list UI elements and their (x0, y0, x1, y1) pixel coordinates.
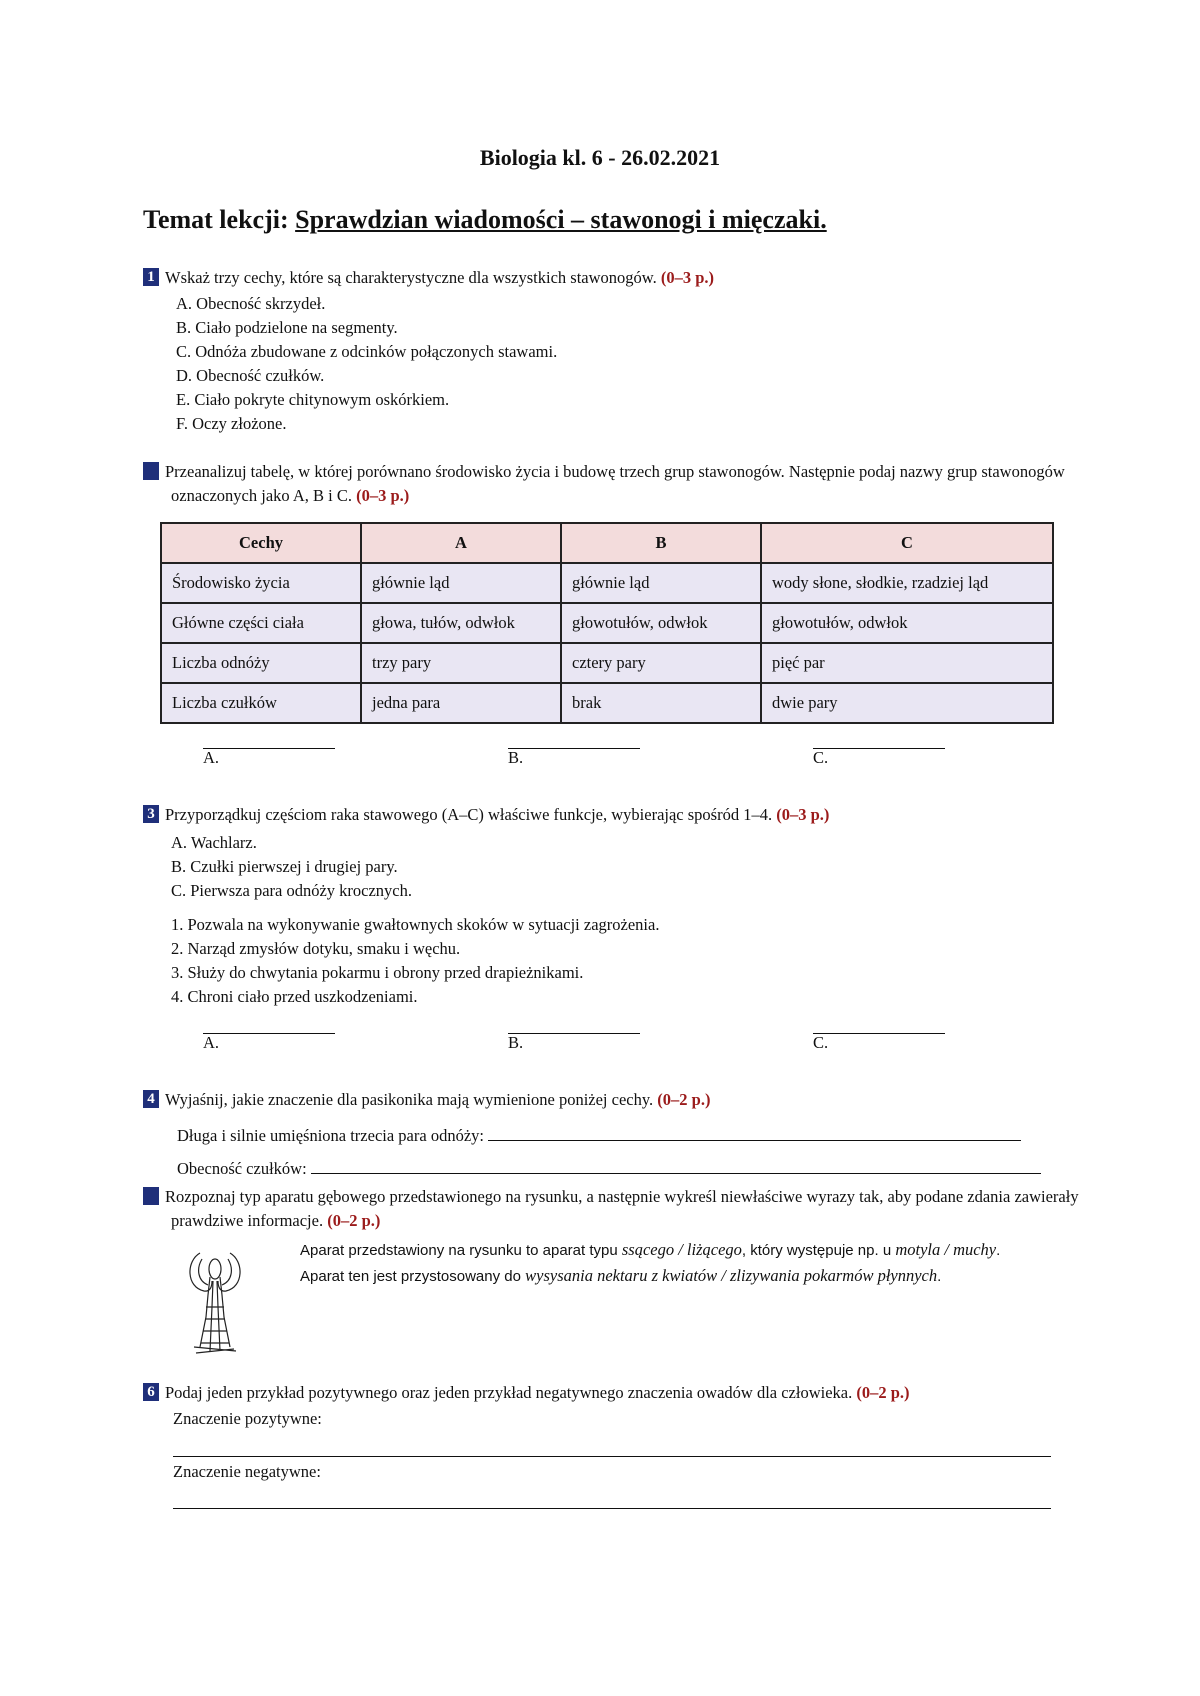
function-4: 4. Chroni ciało przed uszkodzeniami. (171, 987, 418, 1006)
table-cell: brak (561, 683, 761, 723)
table-cell: Liczba czułków (161, 683, 361, 723)
question-number: 5 (143, 1187, 159, 1205)
question-3 (143, 803, 1103, 1009)
question-4 (143, 1088, 1103, 1112)
table-cell: głównie ląd (561, 563, 761, 603)
question-number: 4 (143, 1090, 159, 1108)
table-cell: Środowisko życia (161, 563, 361, 603)
q4-item-label: Długa i silnie umięśniona trzecia para odnóży: (177, 1126, 484, 1145)
question-points: (0–3 p.) (660, 268, 715, 287)
q5-choice-2[interactable]: motyla / muchy (895, 1240, 997, 1259)
question-points: (0–3 p.) (356, 486, 410, 505)
answer-field-a[interactable] (203, 1033, 335, 1034)
q6-negative-answer-line[interactable] (173, 1508, 1051, 1509)
question-number: 1 (143, 268, 159, 286)
answer-label-a: A. (203, 748, 220, 767)
table-cell: głowa, tułów, odwłok (361, 603, 561, 643)
q4-answer-field-1[interactable] (488, 1140, 1021, 1141)
table-cell: trzy pary (361, 643, 561, 683)
q4-item-label: Obecność czułków: (177, 1159, 307, 1178)
table-cell: głowotułów, odwłok (561, 603, 761, 643)
answer-field-b[interactable] (508, 748, 640, 749)
table-cell: głównie ląd (361, 563, 561, 603)
question-text: Podaj jeden przykład pozytywnego oraz jeden przykład negatywnego znaczenia owadów dla człowieka. (165, 1383, 853, 1402)
question-points: (0–2 p.) (327, 1211, 381, 1230)
table-cell: wody słone, słodkie, rzadziej ląd (761, 563, 1053, 603)
part-c: C. Pierwsza para odnóży krocznych. (171, 881, 412, 900)
answer-label-b: B. (508, 1033, 524, 1052)
q5-sentence-part: Aparat przedstawiony na rysunku to aparat typu (300, 1242, 622, 1259)
q4-answer-field-2[interactable] (311, 1173, 1041, 1174)
table-row (161, 683, 1053, 723)
q5-sentence-part: . (937, 1268, 942, 1285)
table-header: B (561, 523, 761, 563)
table-header: C (761, 523, 1053, 563)
function-3: 3. Służy do chwytania pokarmu i obrony przed drapieżnikami. (171, 963, 584, 982)
mouthparts-drawing-icon (180, 1247, 250, 1357)
q5-choice-1[interactable]: ssącego / liżącego (621, 1240, 742, 1259)
question-text: Rozpoznaj typ aparatu gębowego przedstawionego na rysunku, a następnie wykreśl niewłaściwe wyrazy tak, aby podane zdania zawierały prawdziwe informacje. (165, 1187, 1079, 1230)
part-b: B. Czułki pierwszej i drugiej pary. (171, 857, 398, 876)
topic-text: Sprawdzian wiadomości – stawonogi i mięczaki. (295, 205, 827, 234)
option-d[interactable]: D. Obecność czułków. (176, 366, 325, 385)
q6-positive-answer-line[interactable] (173, 1456, 1051, 1457)
q6-positive-label: Znaczenie pozytywne: (173, 1409, 322, 1428)
question-number: 6 (143, 1383, 159, 1401)
table-header-row (161, 523, 1053, 563)
function-1: 1. Pozwala na wykonywanie gwałtownych skoków w sytuacji zagrożenia. (171, 915, 660, 934)
q4-item-1 (177, 1124, 1057, 1148)
question-points: (0–3 p.) (776, 805, 830, 824)
table-row (161, 603, 1053, 643)
answer-label-c: C. (813, 748, 829, 767)
table-cell: pięć par (761, 643, 1053, 683)
table-cell: głowotułów, odwłok (761, 603, 1053, 643)
question-5 (133, 1185, 1103, 1233)
lesson-topic (143, 205, 827, 235)
function-2: 2. Narząd zmysłów dotyku, smaku i węchu. (171, 939, 461, 958)
page-title: Biologia kl. 6 - 26.02.2021 (479, 145, 721, 170)
q5-sentence-part: . Aparat ten jest przystosowany do (300, 1242, 1001, 1285)
question-1 (143, 266, 1103, 436)
option-b[interactable]: B. Ciało podzielone na segmenty. (176, 318, 398, 337)
question-points: (0–2 p.) (657, 1090, 711, 1109)
answer-label-a: A. (203, 1033, 220, 1052)
question-2 (133, 460, 1103, 508)
option-c[interactable]: C. Odnóża zbudowane z odcinków połączonych stawami. (176, 342, 558, 361)
table-cell: jedna para (361, 683, 561, 723)
q5-sentence-part: , który występuje np. u (741, 1242, 896, 1259)
question-text: Wyjaśnij, jakie znaczenie dla pasikonika mają wymienione poniżej cechy. (165, 1090, 654, 1109)
table-row (161, 563, 1053, 603)
q4-item-2 (177, 1157, 1057, 1181)
table-header: A (361, 523, 561, 563)
q6-negative-label: Znaczenie negatywne: (173, 1462, 321, 1481)
answer-field-a[interactable] (203, 748, 335, 749)
topic-label: Temat lekcji: (143, 205, 289, 234)
option-f[interactable]: F. Oczy złożone. (176, 414, 287, 433)
answer-field-c[interactable] (813, 748, 945, 749)
table-header: Cechy (161, 523, 361, 563)
answer-field-b[interactable] (508, 1033, 640, 1034)
table-row (161, 643, 1053, 683)
answer-field-c[interactable] (813, 1033, 945, 1034)
q5-choice-3[interactable]: wysysania nektaru z kwiatów / zlizywania pokarmów płynnych (525, 1266, 938, 1285)
question-points: (0–2 p.) (856, 1383, 910, 1402)
table-cell: Liczba odnóży (161, 643, 361, 683)
question-6 (143, 1381, 1103, 1431)
answer-label-b: B. (508, 748, 524, 767)
q5-statement (300, 1237, 1040, 1289)
option-a[interactable]: A. Obecność skrzydeł. (176, 294, 326, 313)
question-text: Przeanalizuj tabelę, w której porównano środowisko życia i budowę trzech grup stawonogów. Następnie podaj nazwy grup stawonogów oznaczonych jako A, B i C. (165, 462, 1065, 505)
option-e[interactable]: E. Ciało pokryte chitynowym oskórkiem. (176, 390, 450, 409)
part-a: A. Wachlarz. (171, 833, 257, 852)
question-text: Wskaż trzy cechy, które są charakterystyczne dla wszystkich stawonogów. (165, 268, 657, 287)
table-cell: dwie pary (761, 683, 1053, 723)
comparison-table (160, 522, 1054, 724)
table-cell: Główne części ciała (161, 603, 361, 643)
table-cell: cztery pary (561, 643, 761, 683)
answer-label-c: C. (813, 1033, 829, 1052)
question-number: 3 (143, 805, 159, 823)
question-number: 2 (143, 462, 159, 480)
question-text: Przyporządkuj częściom raka stawowego (A–C) właściwe funkcje, wybierając spośród 1–4. (165, 805, 773, 824)
